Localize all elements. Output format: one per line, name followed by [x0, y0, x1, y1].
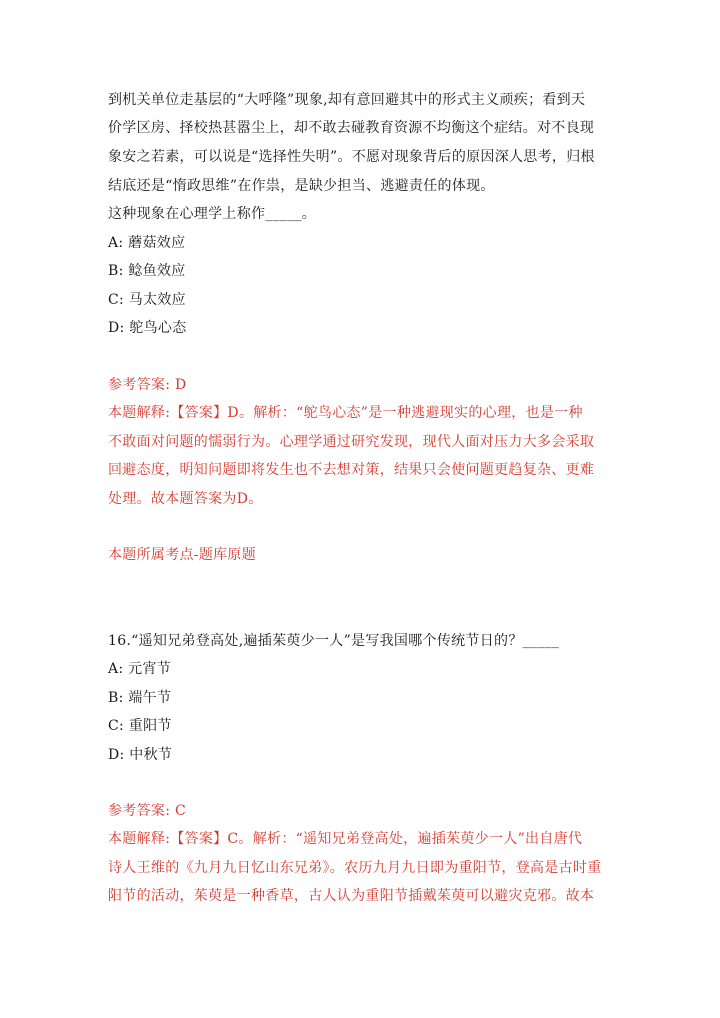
reference-answer: 参考答案: D	[108, 377, 187, 393]
option-c: C: 马太效应	[108, 292, 186, 308]
question-source-tag: 本题所属考点-题库原题	[108, 547, 257, 563]
question-stem-line-3: 象安之若素，可以说是“选择性失明”。不愿对现象背后的原因深人思考，归根	[108, 149, 595, 165]
explanation-line-3: 阳节的活动，茱萸是一种香草，古人认为重阳节插戴茱萸可以避灾克邪。故本	[108, 888, 595, 904]
explanation-line-2: 诗人王维的《九月九日忆山东兄弟》。农历九月九日即为重阳节，登高是古时重	[108, 860, 602, 876]
question-stem-line-4: 结底还是“惰政思维”在作祟，是缺少担当、逃避责任的体现。	[108, 178, 495, 194]
option-a: A: 蘑菇效应	[108, 235, 186, 251]
reference-answer: 参考答案: C	[108, 803, 186, 819]
question-stem-line-1: 到机关单位走基层的“大呼隆”现象,却有意回避其中的形式主义顽疾；看到天	[108, 92, 586, 108]
option-c: C: 重阳节	[108, 718, 172, 734]
option-b: B: 鲶鱼效应	[108, 263, 186, 279]
option-a: A: 元宵节	[108, 661, 172, 677]
explanation-line-4: 处理。故本题答案为D。	[108, 491, 263, 507]
option-d: D: 中秋节	[108, 747, 173, 763]
explanation-line-1: 本题解释:【答案】C。解析：“遥知兄弟登高处，遍插茱萸少一人”出自唐代	[108, 831, 583, 847]
option-d: D: 鸵鸟心态	[108, 320, 187, 336]
explanation-line-2: 不敢面对问题的懦弱行为。心理学通过研究发现，现代人面对压力大多会采取	[108, 434, 595, 450]
question-stem-line-5: 这种现象在心理学上称作_____。	[108, 206, 317, 222]
question-16-stem: 16.“遥知兄弟登高处,遍插茱萸少一人”是写我国哪个传统节日的？_____	[108, 633, 560, 649]
explanation-line-1: 本题解释:【答案】D。解析：“鸵鸟心态”是一种逃避现实的心理，也是一种	[108, 405, 583, 421]
explanation-line-3: 回避态度，明知问题即将发生也不去想对策，结果只会使问题更趋复杂、更难	[108, 462, 595, 478]
question-stem-line-2: 价学区房、择校热甚嚣尘上，却不敢去碰教育资源不均衡这个症结。对不良现	[108, 120, 595, 136]
option-b: B: 端午节	[108, 690, 172, 706]
